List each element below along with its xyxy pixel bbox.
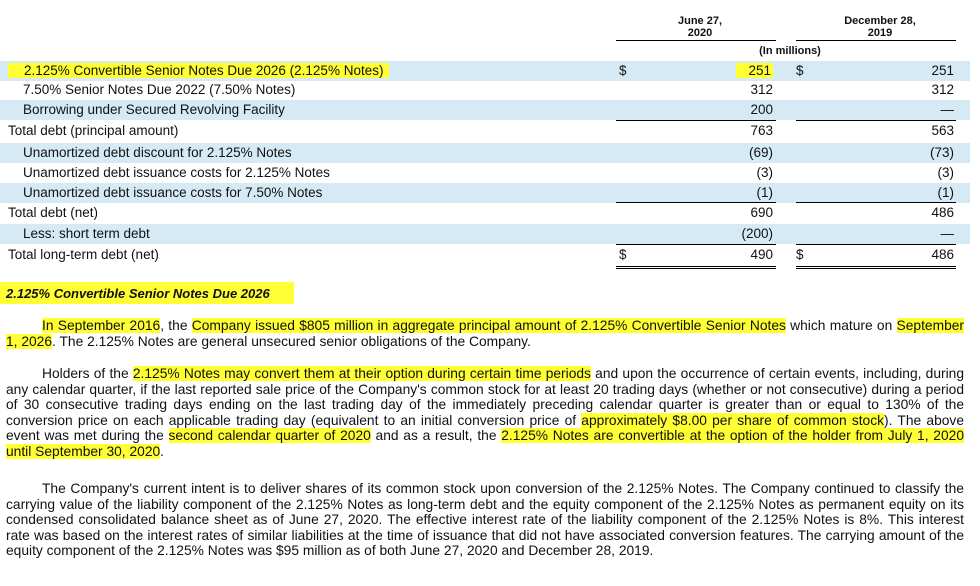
value-2020: (1): [756, 185, 773, 200]
value-2019: —: [940, 102, 954, 117]
value-2019: 486: [931, 205, 954, 220]
table-row: [0, 163, 970, 183]
table-row: [0, 224, 970, 244]
value-2020: 763: [750, 123, 773, 138]
section-title: 2.125% Convertible Senior Notes Due 2026: [0, 282, 294, 304]
row-label: Unamortized debt discount for 2.125% Notes: [23, 145, 292, 160]
paragraph-issuance: In September 2016, the Company issued $805 million in aggregate principal amount of 2.125% Convertible Senior Notes which mature on September 1, 2026. The 2.125% Notes are general unsecured senior obligations of the Company.: [6, 318, 965, 349]
paragraph-conversion: Holders of the 2.125% Notes may convert them at their option during certain time periods and upon the occurrence of certain events, including, during any calendar quarter, if the last reported sale price of the Company's common stock for at least 20 trading days (whether or not consecutive) during a period of 30 consecutive trading days ending on the last trading day of the immediately preceding calendar quarter is greater than or equal to 130% of the conversion price on each applicable trading day (equivalent to an initial conversion price of approximately $8.00 per share of common stock). The above event was met during the second calendar quarter of 2020 and as a result, the 2.125% Notes are convertible at the option of the holder from July 1, 2020 until September 30, 2020.: [6, 366, 965, 459]
table-row: [0, 121, 970, 141]
value-2020: 251: [736, 63, 773, 78]
total-double-rule-col1: [616, 266, 776, 269]
total-double-rule-col2: [796, 266, 956, 269]
paragraph-accounting: The Company's current intent is to deliver shares of its common stock upon conversion of the 2.125% Notes. The Company continued to classify the carrying value of the liability component of the 2.125% Notes as long-term debt and the equity component of the 2.125% Notes as permanent equity on its condensed consolidated balance sheet as of June 27, 2020. The effective interest rate of the liability component of the 2.125% Notes is 8%. This interest rate was based on the interest rates of similar liabilities at the time of issuance that did not have associated conversion features. The carrying amount of the equity component of the 2.125% Notes was $95 million as of both June 27, 2020 and December 28, 2019.: [6, 481, 964, 558]
value-2019: (3): [937, 165, 954, 180]
currency-symbol: $: [796, 63, 804, 78]
column-header-line1: December 28,: [844, 15, 916, 27]
row-label: Total long-term debt (net): [8, 247, 159, 262]
value-2019: —: [940, 226, 954, 241]
table-row: [0, 61, 970, 81]
column-header-june-2020: [660, 15, 740, 39]
value-2019: 312: [931, 82, 954, 97]
table-row: [0, 245, 970, 265]
column-header-line2: 2020: [687, 27, 713, 39]
row-label: Unamortized debt issuance costs for 7.50% Notes: [23, 185, 323, 200]
table-row: [0, 80, 970, 100]
value-2020: (200): [741, 226, 773, 241]
value-2019: (1): [937, 185, 954, 200]
value-2019: 563: [931, 123, 954, 138]
value-2020: 312: [750, 82, 773, 97]
table-row: [0, 143, 970, 163]
row-label: 2.125% Convertible Senior Notes Due 2026 (2.125% Notes): [8, 63, 389, 78]
column-header-line1: June 27,: [677, 15, 723, 27]
units-label: (In millions): [759, 45, 821, 57]
row-label: Less: short term debt: [23, 226, 150, 241]
header-rule-col2: [796, 40, 956, 41]
value-2020: 690: [750, 205, 773, 220]
table-row: [0, 183, 970, 203]
column-header-line2: 2019: [867, 27, 893, 39]
table-row: [0, 203, 970, 223]
table-row: [0, 100, 970, 120]
value-2020: (3): [756, 165, 773, 180]
row-label: Borrowing under Secured Revolving Facility: [23, 102, 285, 117]
row-label: Unamortized debt issuance costs for 2.125% Notes: [23, 165, 330, 180]
currency-symbol: $: [796, 247, 804, 262]
row-label: 7.50% Senior Notes Due 2022 (7.50% Notes): [23, 82, 296, 97]
value-2019: 486: [931, 247, 954, 262]
currency-symbol: $: [619, 63, 627, 78]
header-rule-col1: [616, 40, 776, 41]
column-header-dec-2019: [830, 15, 930, 39]
value-2019: 251: [931, 63, 954, 78]
row-label: Total debt (net): [8, 205, 99, 220]
value-2019: (73): [929, 145, 954, 160]
value-2020: (69): [748, 145, 773, 160]
value-2020: 200: [750, 102, 773, 117]
row-label: Total debt (principal amount): [8, 123, 179, 138]
currency-symbol: $: [619, 247, 627, 262]
value-2020: 490: [750, 247, 773, 262]
